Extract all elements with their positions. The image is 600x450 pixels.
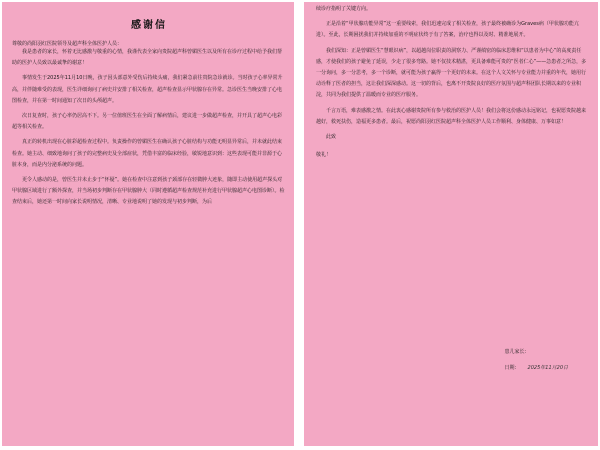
signature-label: 患儿家长：: [504, 349, 530, 355]
paragraph: 事情发生于2025年11月10日晚，孩子因头部意外受伤后持续头痛，我们紧急前往贵院急诊就诊。当时孩子心率异常升高，并伴随难受的表现，医生详细询问了病史并安排了相关检查，超声检查显示甲状腺存在异常。急诊医生当晚安排了心电图检查，并在第一时间通知了次日的头颅超声。: [12, 75, 283, 104]
salutation: 尊敬的尚阳羽红医院领导及超声科全体医护人员：: [12, 41, 123, 47]
paragraph: 续诊疗指明了关键方向。: [316, 6, 372, 12]
page-gap: [294, 0, 304, 450]
paragraph: 我们深知：正是曾媚医生“慧眼识病”，以超越岗位职责的洞察力、严谨缜密的临床思维和“以患者为中心”的高度责任感，才使我们的孩子避免了延误，少走了很多弯路。她不仅技术精湛，更具备难能可贵的“医者仁心”——急患者之所急，多一分询问，多一分思考，多一个诊断，就可能为孩子赢得一个更好的未来。在这个人文关怀与专业能力并重的年代，她用行动诠释了医者的担当，这让我们深深感动。这一切的背后，也离不开贵院良好的医疗氛围与超声科团队长期以来的专业积淀，共同为我们提供了温暖而专业的医疗服务。: [316, 47, 587, 99]
letter-title: 感谢信: [131, 20, 167, 31]
date-value: 2025年11月20日: [527, 365, 568, 371]
paragraph: 千言万语，难表感激之情。在此衷心感谢贵院所有参与救治的医护人员！我们会将这份感动永远铭记，也祝愿贵院越来越好，救死扶伤，造福更多患者。最后，祝愿尚阳羽红医院超声科全体医护人员工作顺利、身体健康、万事如意！: [316, 107, 587, 125]
paragraph: 次日复查时，孩子心率仍居高不下。另一位值班医生在全面了解病情后，建议进一步做超声检查，并开具了超声心电彩超等相关检查。: [12, 113, 283, 131]
signature-block: [505, 344, 568, 376]
closing: 敬礼！: [316, 152, 332, 159]
paragraph: 此致: [326, 134, 337, 141]
paragraph: 真正的转机出现在心脏彩超检查过程中。负责操作的曾媚医生在确认孩子心脏结构与功能无明显异常后，并未就此结束检查。她主动、细致地询问了孩子的完整病史及全部症状，凭借丰富的临床经验，敏锐地意识到：这些表现可能并非源于心脏本身，而是内分泌系统的问题。: [12, 139, 283, 168]
paragraph: 我是患者的家长，怀着无比感激与敬重的心情，我谨代表全家向贵院超声科曾媚医生以及所有在诊疗过程中给予我们帮助的医护人员致以最诚挚的谢意！: [12, 49, 283, 67]
date-label: 日期：: [504, 365, 520, 371]
letter-page-left: [2, 2, 294, 446]
letter-page-right: [304, 2, 598, 446]
paragraph: 正是沿着“甲状腺功能异常”这一重要线索，我们迅速完成了相关检查，孩子最终被确诊为Graves病（甲状腺功能亢进）。至此，长期困扰我们并持续加重的不明症状终于有了答案，治疗也得以及时、精准地展开。: [316, 21, 579, 39]
paragraph: 更令人感动的是，曾医生并未止步于“怀疑”。她在检查中注意到孩子颈部存在轻微肿大迹象，随即主动使用超声探头对甲状腺区域进行了额外探查，并当场初步判断存在甲状腺肿大（同时遵循超声检查规范补充进行甲状腺超声心电图诊断）。检查结束后，她还第一时间向家长说明情况，清晰、专业地说明了她的发现与初步判断，为后: [12, 177, 285, 206]
